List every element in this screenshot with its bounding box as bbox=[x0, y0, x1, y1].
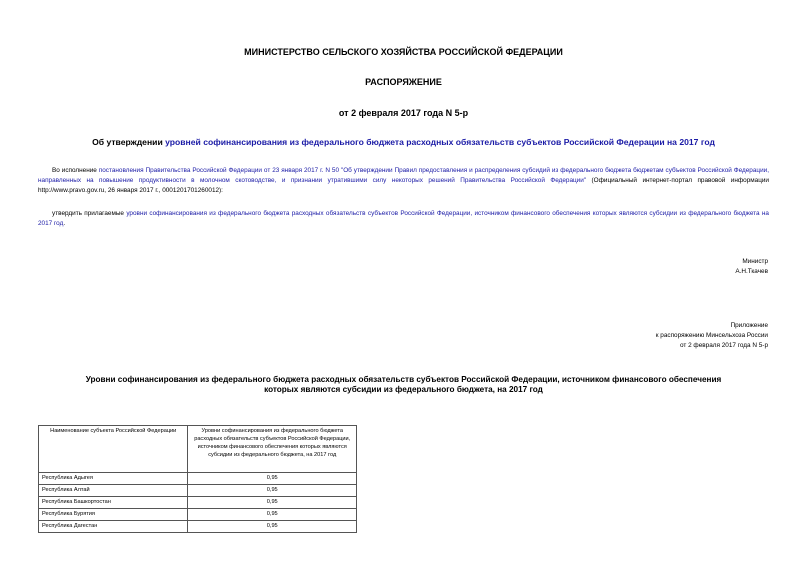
appendix-label: Приложение bbox=[730, 322, 768, 329]
table-row bbox=[39, 509, 357, 521]
table-row bbox=[39, 473, 357, 485]
p2-pre-text: утвердить прилагаемые bbox=[52, 210, 127, 217]
row-subject: Республика Алтай bbox=[39, 485, 188, 497]
title-link[interactable]: уровней софинансирования из федерального бюджета расходных обязательств субъектов Российской Федерации на 2017 год bbox=[165, 137, 715, 147]
paragraph-1 bbox=[38, 166, 769, 196]
cofinancing-table bbox=[38, 425, 357, 533]
table-row bbox=[39, 485, 357, 497]
row-subject: Республика Бурятия bbox=[39, 509, 188, 521]
row-level: 0,95 bbox=[188, 473, 357, 485]
row-level: 0,95 bbox=[188, 497, 357, 509]
signature-position: Министр bbox=[742, 258, 768, 265]
row-subject: Республика Адыгея bbox=[39, 473, 188, 485]
p2-post-text: . bbox=[63, 220, 66, 227]
row-level: 0,95 bbox=[188, 521, 357, 533]
p1-post-text: (Официальный интернет-портал правовой информации http://www.pravo.gov.ru, 26 января 2017 г., 0001201701260012): bbox=[38, 177, 769, 194]
decree-link[interactable]: постановления Правительства Российской Федерации от 23 января 2017 г. N 50 "Об утверждении Правил предоставления и распределения субсидий из федерального бюджета бюджетам субъектов Российской Федерации, направленных на повышение продуктивности в молочном скотоводстве, и признании утратившими силу некоторых решений Правительства Российской Федерации" bbox=[38, 167, 769, 184]
row-subject: Республика Башкортостан bbox=[39, 497, 188, 509]
document-date-number: от 2 февраля 2017 года N 5-р bbox=[338, 108, 469, 118]
document-title bbox=[0, 137, 807, 147]
row-level: 0,95 bbox=[188, 509, 357, 521]
row-subject: Республика Дагестан bbox=[39, 521, 188, 533]
appendix-date: от 2 февраля 2017 года N 5-р bbox=[679, 342, 768, 349]
document-type: РАСПОРЯЖЕНИЕ bbox=[365, 77, 442, 87]
table-row bbox=[39, 521, 357, 533]
annex-title-line-2: которых являются субсидии из федерального бюджета, на 2017 год bbox=[264, 385, 543, 394]
table-header-row bbox=[39, 426, 357, 473]
signature-name: А.Н.Ткачев bbox=[735, 268, 768, 275]
header-subject: Наименование субъекта Российской Федерации bbox=[39, 426, 188, 473]
signature-block bbox=[500, 257, 768, 277]
title-prefix: Об утверждении bbox=[92, 137, 166, 147]
ministry-heading: МИНИСТЕРСТВО СЕЛЬСКОГО ХОЗЯЙСТВА РОССИЙСКОЙ ФЕДЕРАЦИИ bbox=[244, 47, 563, 57]
levels-link[interactable]: уровни софинансирования из федерального бюджета расходных обязательств субъектов Российской Федерации, источником финансового обеспечения которых являются субсидии из федерального бюджета на 2017 год bbox=[38, 210, 769, 227]
row-level: 0,95 bbox=[188, 485, 357, 497]
header-level: Уровни софинансирования из федерального бюджета расходных обязательств субъектов Российской Федерации, источником финансового обеспечения которых являются субсидии из федерального бюджета, на 2017 год bbox=[188, 426, 357, 473]
appendix-ref: к распоряжению Минсельхоза России bbox=[655, 332, 768, 339]
appendix-block bbox=[500, 321, 768, 351]
annex-title bbox=[0, 375, 807, 395]
p1-pre-text: Во исполнение bbox=[52, 167, 99, 174]
table-row bbox=[39, 497, 357, 509]
annex-title-line-1: Уровни софинансирования из федерального бюджета расходных обязательств субъектов Российской Федерации, источником финансового обеспечения bbox=[85, 375, 722, 384]
paragraph-2 bbox=[38, 209, 769, 229]
